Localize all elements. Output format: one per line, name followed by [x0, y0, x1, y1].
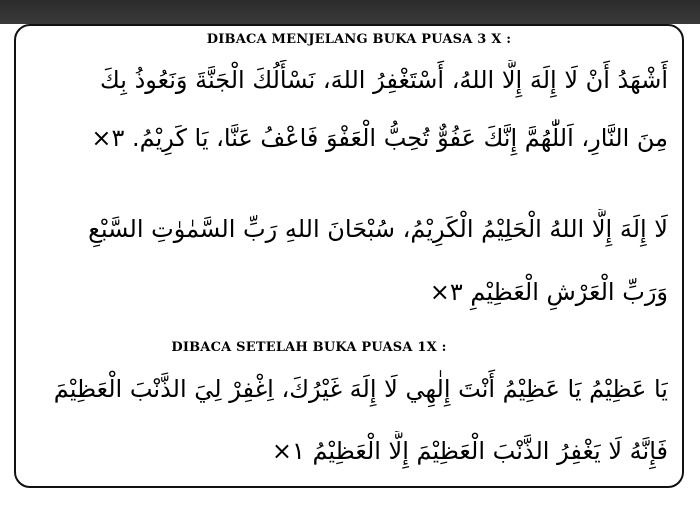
section1-arabic-line-4: وَرَبِّ الْعَرْشِ الْعَظِيْمِ ٣× [429, 278, 668, 306]
section1-arabic-line-2: مِنَ النَّارِ، اَللّٰهُمَّ إِنَّكَ عَفُوٌّ تُحِبُّ الْعَفْوَ فَاعْفُ عَنَّا، يَا كَرِيْمُ. ٣× [91, 124, 668, 152]
section1-arabic-line-1: أَشْهَدُ أَنْ لَا إِلَهَ إِلَّا اللهُ، أَسْتَغْفِرُ اللهَ، نَسْأَلُكَ الْجَنَّةَ وَنَعُوذُ بِكَ [100, 66, 668, 94]
section1-heading: DIBACA MENJELANG BUKA PUASA 3 X : [206, 32, 512, 47]
section1-arabic-line-3: لَا إِلَهَ إِلَّا اللهُ الْحَلِيْمُ الْكَرِيْمُ، سُبْحَانَ اللهِ رَبِّ السَّمٰوٰتِ السَّبْعِ [88, 215, 668, 243]
section2-arabic-line-1: يَا عَظِيْمُ يَا عَظِيْمُ أَنْتَ إِلٰهِي لَا إِلَهَ غَيْرُكَ، اِغْفِرْ لِيَ الذَّنْبَ الْعَظِيْمَ [53, 375, 668, 403]
top-dark-bar [0, 0, 700, 24]
section2-heading: DIBACA SETELAH BUKA PUASA 1X : [171, 340, 447, 355]
prayer-card [14, 24, 684, 488]
section2-arabic-line-2: فَإِنَّهُ لَا يَغْفِرُ الذَّنْبَ الْعَظِيْمَ إِلَّا الْعَظِيْمُ ١× [271, 437, 668, 465]
